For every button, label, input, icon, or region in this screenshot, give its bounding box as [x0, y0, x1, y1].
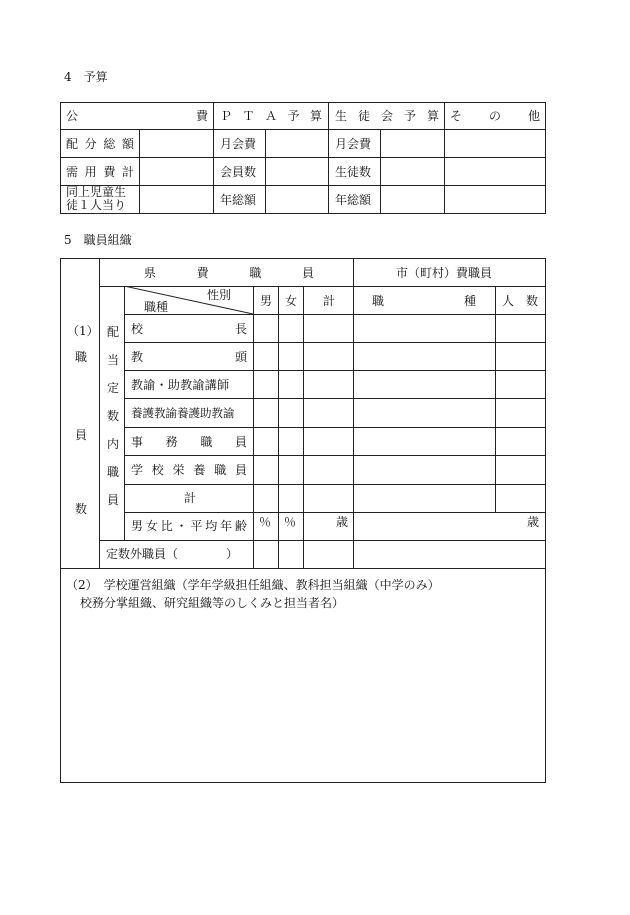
row-gender-ratio-avg-age: 男 女 比 ・ 平 均 年 齢 — [131, 519, 247, 533]
municipal-age-unit: 歳 — [527, 515, 540, 529]
header-other: そ の 他 — [450, 109, 540, 123]
prefectural-staff-header: 県 費 職 員 — [144, 266, 314, 280]
budget-heading: 4 予算 — [64, 70, 108, 84]
header-pta-budget: Ｐ Ｔ Ａ 予 算 — [220, 109, 322, 123]
allocated-staff-label: 配 当 定 数 内 職 員 — [106, 325, 119, 507]
staff-count-number: （1） — [67, 324, 99, 338]
row-allocation-total: 配 分 総 額 — [66, 137, 134, 151]
pta-monthly-fee-label: 月会費 — [220, 137, 257, 151]
sc-student-count-label: 生徒数 — [335, 165, 372, 179]
pta-annual-total-label: 年総額 — [220, 193, 257, 207]
row-teachers: 教諭・助教諭講師 — [131, 378, 230, 392]
school-org-line1: （2） 学校運営組織（学年学級担任組織、教科担当組織（中学のみ） — [66, 578, 440, 592]
municipal-staff-header: 市（町村）費職員 — [396, 266, 493, 280]
row-subtotal: 計 — [184, 491, 197, 505]
diag-gender-label: 性別 — [207, 288, 232, 302]
staff-count-char-2: 員 — [75, 428, 88, 442]
staff-count-char-3: 数 — [75, 502, 88, 516]
row-expense-total: 需 用 費 計 — [66, 165, 134, 179]
diag-job-type-label: 職種 — [144, 300, 169, 314]
row-office-staff: 事 務 職 員 — [131, 435, 247, 449]
header-kouhi: 公 費 — [66, 109, 208, 123]
col-municipal-job-type: 職 種 — [372, 294, 476, 308]
female-percent-unit: ％ — [284, 515, 297, 529]
col-female: 女 — [285, 294, 298, 308]
pref-age-unit: 歳 — [336, 515, 349, 529]
row-principal: 校 長 — [131, 322, 247, 336]
pta-member-count-label: 会員数 — [220, 165, 257, 179]
col-male: 男 — [260, 294, 273, 308]
row-nurse-teachers: 養護教諭養護助教諭 — [131, 406, 235, 420]
row-vice-principal: 教 頭 — [131, 350, 247, 364]
col-total: 計 — [323, 294, 336, 308]
row-extra-staff: 定数外職員（ ） — [106, 547, 239, 561]
staff-heading: 5 職員組織 — [64, 233, 132, 247]
staff-count-char-1: 職 — [75, 350, 88, 364]
school-org-line2: 校務分掌組織、研究組織等のしくみと担当者名） — [80, 596, 345, 610]
row-nutrition-staff: 学 校 栄 養 職 員 — [131, 463, 247, 477]
male-percent-unit: ％ — [259, 515, 272, 529]
sc-monthly-fee-label: 月会費 — [335, 137, 372, 151]
row-per-student: 同上児童生 徒１人当り — [66, 185, 127, 212]
sc-annual-total-label: 年総額 — [335, 193, 372, 207]
header-student-council-budget: 生 徒 会 予 算 — [335, 109, 439, 123]
col-municipal-count: 人 数 — [502, 294, 538, 308]
